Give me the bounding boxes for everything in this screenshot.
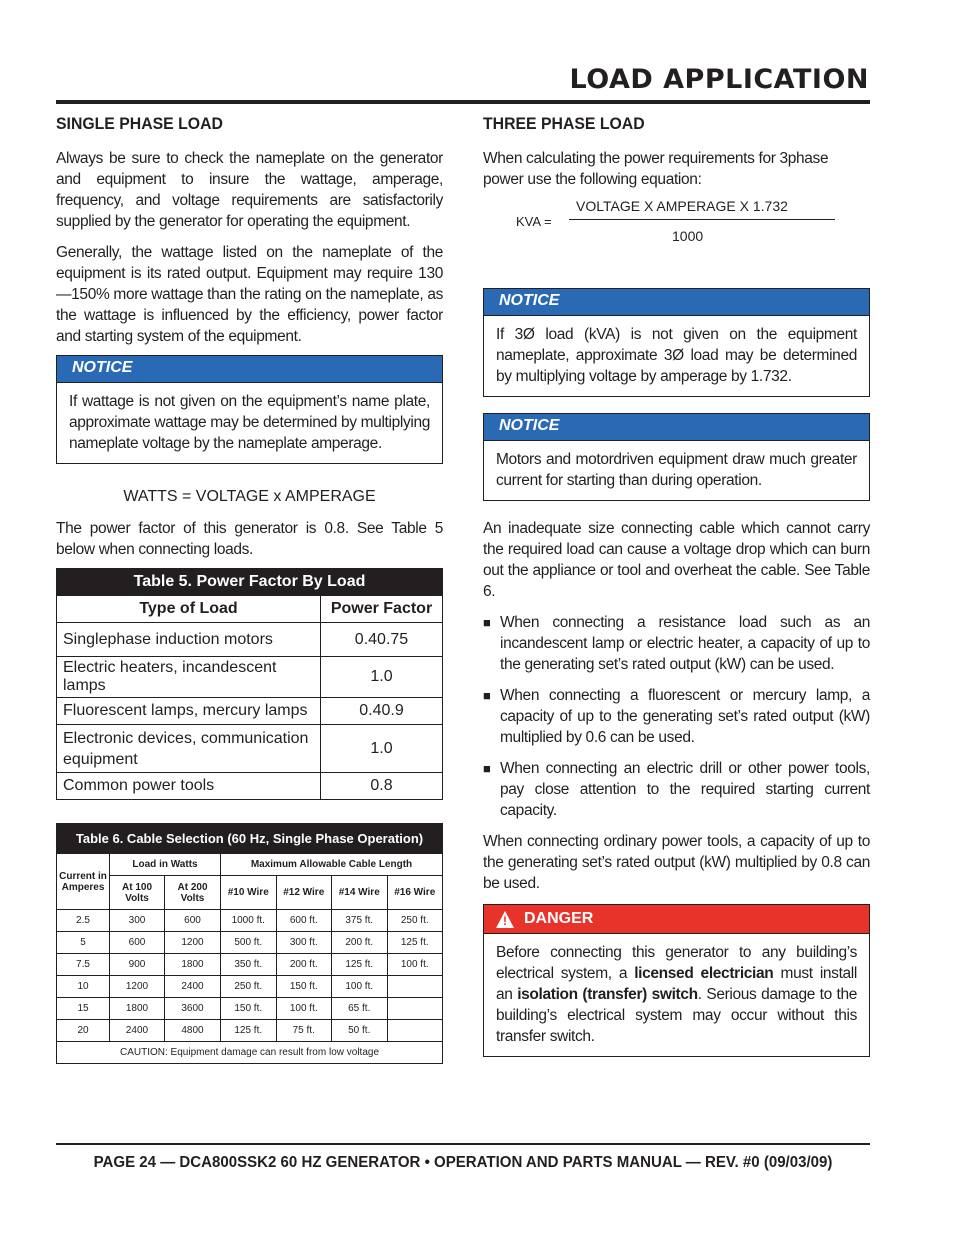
- table5-col-type: Type of Load: [57, 596, 321, 623]
- length-w14: 65 ft.: [332, 998, 388, 1020]
- watts-100v: 1200: [110, 976, 165, 998]
- page-footer: PAGE 24 — DCA800SSK2 60 HZ GENERATOR • OPERATION AND PARTS MANUAL — REV. #0 (09/03/09): [93, 1154, 833, 1171]
- table-row: [57, 998, 443, 1020]
- load-type: Electric heaters, incandescent lamps: [57, 657, 321, 698]
- warning-icon: !: [496, 911, 514, 928]
- table-row: [57, 623, 443, 657]
- length-w12: 300 ft.: [276, 932, 332, 954]
- table-row: [57, 910, 443, 932]
- table-row: [57, 657, 443, 698]
- notice-text: If wattage is not given on the equipment’s name plate, approximate wattage may be determined by multiplying nameplate voltage by the nameplate amperage.: [69, 393, 430, 452]
- length-w16: 125 ft.: [387, 932, 443, 954]
- table-row: [57, 1020, 443, 1042]
- load-type: Common power tools: [57, 773, 321, 800]
- length-w10: 150 ft.: [221, 998, 277, 1020]
- notice-label: NOTICE: [57, 356, 442, 383]
- notice-text: Motors and motordriven equipment draw much greater current for starting than during operation.: [496, 451, 857, 489]
- table6-col-load: Load in Watts: [110, 854, 221, 876]
- single-phase-heading: SINGLE PHASE LOAD: [56, 114, 223, 133]
- list-item: ■ When connecting a fluorescent or mercury lamp, a capacity of up to the generating set’s rated output (kW) multiplied by 0.6 can be used.: [483, 685, 870, 748]
- load-type: Electronic devices, communication equipment: [57, 725, 321, 773]
- kva-denominator: 1000: [672, 228, 704, 244]
- length-w12: 600 ft.: [276, 910, 332, 932]
- cable-selection-table: [56, 823, 443, 1064]
- amps: 2.5: [57, 910, 110, 932]
- power-factor-table: [56, 568, 443, 800]
- three-phase-para-3: When connecting ordinary power tools, a capacity of up to the generating set’s rated output (kW) multiplied by 0.8 can be used.: [483, 833, 870, 892]
- kva-formula: [483, 198, 870, 258]
- three-phase-para-2: An inadequate size connecting cable which cannot carry the required load can cause a voltage drop which can burn out the appliance or tool and overheat the cable. See Table 6.: [483, 520, 870, 600]
- watts-100v: 600: [110, 932, 165, 954]
- length-w14: 375 ft.: [332, 910, 388, 932]
- right-column: [483, 114, 870, 1057]
- length-w16: [387, 998, 443, 1020]
- table6-col-200v: At 200 Volts: [165, 876, 221, 910]
- notice-box-3phase: [483, 288, 870, 397]
- watts-100v: 300: [110, 910, 165, 932]
- table-row: [57, 725, 443, 773]
- table-row: [57, 954, 443, 976]
- watts-200v: 600: [165, 910, 221, 932]
- notice-label: NOTICE: [484, 289, 869, 316]
- length-w12: 75 ft.: [276, 1020, 332, 1042]
- danger-label: DANGER: [524, 910, 594, 927]
- kva-numerator: VOLTAGE X AMPERAGE X 1.732: [576, 198, 788, 214]
- table6-col-current: Current in Amperes: [57, 854, 110, 910]
- length-w12: 150 ft.: [276, 976, 332, 998]
- amps: 20: [57, 1020, 110, 1042]
- amps: 5: [57, 932, 110, 954]
- length-w16: 100 ft.: [387, 954, 443, 976]
- table-row: [57, 773, 443, 800]
- notice-box-wattage: [56, 355, 443, 464]
- length-w14: 125 ft.: [332, 954, 388, 976]
- footer-rule: [56, 1143, 870, 1145]
- page-title: LOAD APPLICATION: [569, 64, 869, 95]
- table6-col-w16: #16 Wire: [387, 876, 443, 910]
- length-w10: 1000 ft.: [221, 910, 277, 932]
- length-w10: 250 ft.: [221, 976, 277, 998]
- three-phase-heading: THREE PHASE LOAD: [483, 114, 645, 133]
- amps: 15: [57, 998, 110, 1020]
- length-w12: 200 ft.: [276, 954, 332, 976]
- notice-text: If 3Ø load (kVA) is not given on the equipment nameplate, approximate 3Ø load may be determined by multiplying voltage by amperage by 1.732.: [496, 326, 857, 385]
- danger-box: [483, 904, 870, 1057]
- table-row: [57, 698, 443, 725]
- watts-200v: 1200: [165, 932, 221, 954]
- length-w12: 100 ft.: [276, 998, 332, 1020]
- three-phase-para-1: When calculating the power requirements for 3phase power use the following equation:: [483, 150, 829, 188]
- table5-caption: Table 5. Power Factor By Load: [57, 569, 443, 596]
- table6-caution: CAUTION: Equipment damage can result from low voltage: [57, 1042, 443, 1064]
- length-w10: 500 ft.: [221, 932, 277, 954]
- kva-label: KVA =: [516, 214, 552, 229]
- table6-col-max-length: Maximum Allowable Cable Length: [221, 854, 443, 876]
- table-row: [57, 932, 443, 954]
- list-item: ■ When connecting an electric drill or other power tools, pay close attention to the required starting current capacity.: [483, 758, 870, 821]
- table5-col-pf: Power Factor: [321, 596, 443, 623]
- length-w16: 250 ft.: [387, 910, 443, 932]
- power-factor: 0.40.75: [321, 623, 443, 657]
- watts-200v: 1800: [165, 954, 221, 976]
- left-column: [56, 114, 443, 1064]
- watts-formula: WATTS = VOLTAGE x AMPERAGE: [123, 488, 376, 505]
- length-w16: [387, 1020, 443, 1042]
- single-phase-para-3: The power factor of this generator is 0.8. See Table 5 below when connecting loads.: [56, 520, 443, 558]
- danger-text: Before connecting this generator to any building’s electrical system, a licensed electrician must install an isolation (transfer) switch. Serious damage to the building’s electrical system may occur without this transfer switch.: [496, 944, 857, 1045]
- table6-col-w12: #12 Wire: [276, 876, 332, 910]
- watts-100v: 1800: [110, 998, 165, 1020]
- list-item: ■ When connecting a resistance load such as an incandescent lamp or electric heater, a capacity of up to the generating set’s rated output (kW) can be used.: [483, 612, 870, 675]
- length-w10: 350 ft.: [221, 954, 277, 976]
- fraction-line: [569, 219, 835, 220]
- table-row: [57, 976, 443, 998]
- table6-col-100v: At 100 Volts: [110, 876, 165, 910]
- notice-box-motors: [483, 413, 870, 501]
- watts-200v: 3600: [165, 998, 221, 1020]
- amps: 7.5: [57, 954, 110, 976]
- watts-100v: 900: [110, 954, 165, 976]
- length-w16: [387, 976, 443, 998]
- notice-label: NOTICE: [484, 414, 869, 441]
- watts-200v: 2400: [165, 976, 221, 998]
- table6-col-w10: #10 Wire: [221, 876, 277, 910]
- watts-100v: 2400: [110, 1020, 165, 1042]
- load-type: Singlephase induction motors: [57, 623, 321, 657]
- table6-col-w14: #14 Wire: [332, 876, 388, 910]
- load-type: Fluorescent lamps, mercury lamps: [57, 698, 321, 725]
- amps: 10: [57, 976, 110, 998]
- length-w14: 100 ft.: [332, 976, 388, 998]
- power-factor: 1.0: [321, 657, 443, 698]
- table6-caption: Table 6. Cable Selection (60 Hz, Single Phase Operation): [57, 824, 443, 854]
- length-w14: 200 ft.: [332, 932, 388, 954]
- length-w10: 125 ft.: [221, 1020, 277, 1042]
- power-factor: 0.8: [321, 773, 443, 800]
- load-bullet-list: [483, 612, 870, 821]
- watts-200v: 4800: [165, 1020, 221, 1042]
- power-factor: 1.0: [321, 725, 443, 773]
- title-rule: [56, 100, 870, 104]
- length-w14: 50 ft.: [332, 1020, 388, 1042]
- single-phase-para-1: Always be sure to check the nameplate on the generator and equipment to insure the wattage, amperage, frequency, and voltage requirements are satisfactorily supplied by the generator for operating the equipment.: [56, 150, 443, 230]
- power-factor: 0.40.9: [321, 698, 443, 725]
- single-phase-para-2: Generally, the wattage listed on the nameplate of the equipment is its rated output. Equipment may require 130—150% more wattage than the rating on the nameplate, as the wattage is influenced by the efficiency, power factor and starting system of the equipment.: [56, 244, 443, 345]
